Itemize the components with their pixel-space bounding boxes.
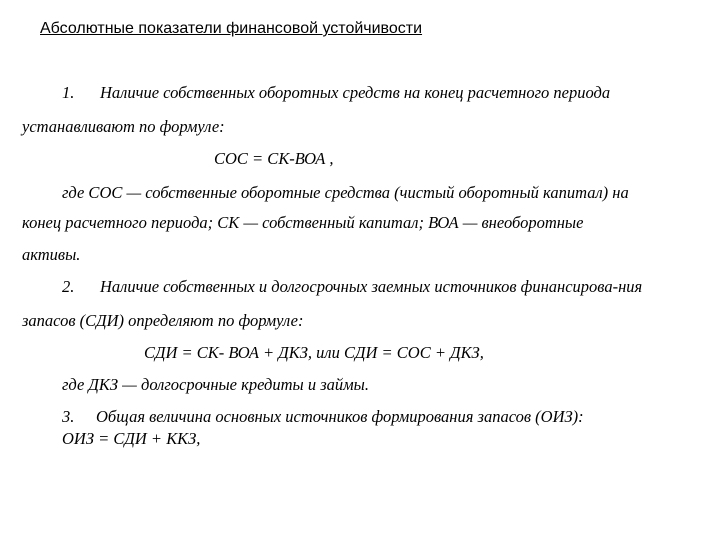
item-1-explanation-3: активы. (22, 245, 81, 264)
item-2-formula: СДИ = СК- ВОА + ДКЗ, или СДИ = СОС + ДКЗ, (144, 343, 484, 362)
item-3-heading (62, 407, 584, 427)
item-1-number: 1. (62, 83, 75, 102)
item-1-heading (62, 83, 610, 103)
item-1-formula: СОС = СК-ВОА , (214, 149, 334, 168)
item-1-explanation-2: конец расчетного периода; СК — собственный капитал; ВОА — внеоборотные (22, 213, 584, 232)
item-1-line-2: устанавливают по формуле: (22, 117, 225, 136)
item-3-number: 3. (62, 407, 75, 426)
item-2-line-1: Наличие собственных и долгосрочных заемных источников финансирова-ния (100, 277, 643, 296)
item-1-line-1: Наличие собственных оборотных средств на конец расчетного периода (100, 83, 611, 102)
item-2-line-2: запасов (СДИ) определяют по формуле: (22, 311, 304, 330)
page-title: Абсолютные показатели финансовой устойчивости (40, 20, 423, 37)
item-1-explanation-1: где СОС — собственные оборотные средства (чистый оборотный капитал) на (62, 183, 629, 202)
item-2-explanation-1: где ДКЗ — долгосрочные кредиты и займы. (62, 375, 369, 394)
item-3-line-1: Общая величина основных источников формирования запасов (ОИЗ): (96, 407, 584, 426)
item-2-heading (62, 277, 642, 297)
item-3-formula: ОИЗ = СДИ + ККЗ, (62, 429, 201, 448)
item-2-number: 2. (62, 277, 75, 296)
